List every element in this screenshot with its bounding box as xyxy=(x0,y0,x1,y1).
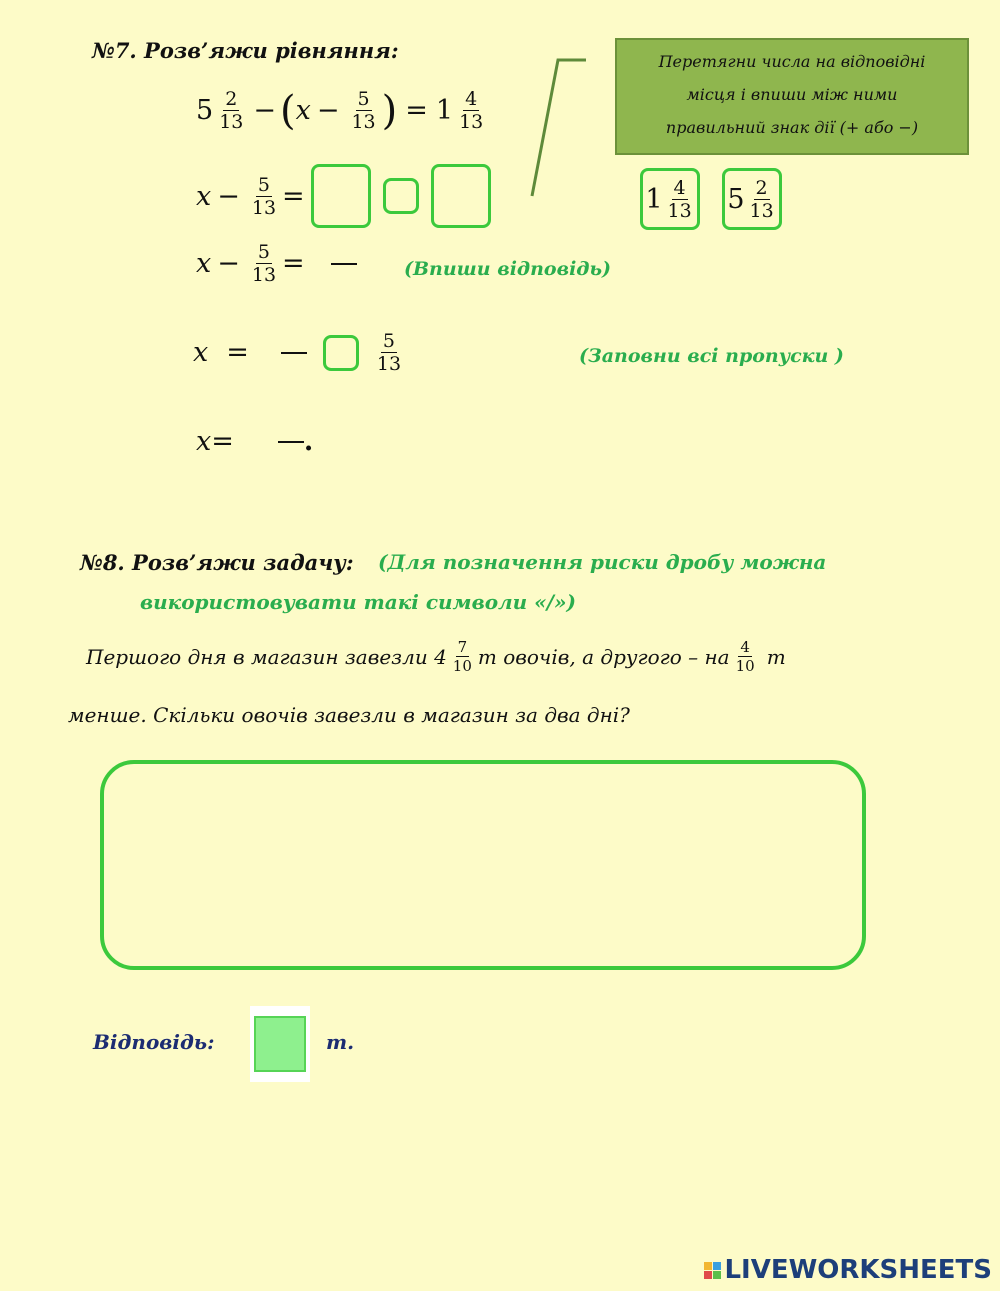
eq1-fraction-3: $\frac{4}{13}$ xyxy=(459,88,484,133)
task-line-1: Першого дня в магазин завезли 4 $\frac{7}{10}$ т овочів, а другого – на $\frac{4}{10}$ т xyxy=(86,638,786,675)
eq4-fraction: $\frac{5}{13}$ xyxy=(376,330,402,375)
equation-2: x − $\frac{5}{13}$ = xyxy=(196,164,491,228)
drag-tile-1-4-13[interactable]: 1 $\frac{4}{13}$ xyxy=(640,168,700,230)
eq2-fraction: $\frac{5}{13}$ xyxy=(251,173,277,219)
answer-input[interactable] xyxy=(250,1006,310,1082)
equation-5: x = . xyxy=(196,426,314,457)
instruction-box: Перетягни числа на відповідні місця і впиши між ними правильний знак дії (+ або −) xyxy=(615,38,969,155)
eq3-fraction: $\frac{5}{13}$ xyxy=(251,241,277,286)
answer-blank-eq3[interactable] xyxy=(331,263,357,265)
drop-box-left[interactable] xyxy=(311,164,371,228)
task-line-2: менше. Скільки овочів завезли в магазин за два дні? xyxy=(68,703,630,727)
task-fraction-2: $\frac{4}{10}$ xyxy=(735,638,755,675)
answer-blank-eq5[interactable] xyxy=(278,441,304,443)
ex7-title: №7. Розв’яжи рівняння: xyxy=(92,38,399,63)
liveworksheets-logo: LIVEWORKSHEETS xyxy=(704,1255,992,1285)
answer-blank-eq4[interactable] xyxy=(281,352,307,354)
ex8-title: №8. Розв’яжи задачу: xyxy=(80,550,354,575)
equation-3: x − $\frac{5}{13}$ = xyxy=(196,241,363,286)
answer-unit: т. xyxy=(326,1030,355,1054)
operator-input[interactable] xyxy=(383,178,419,214)
ex8-hint-line1: (Для позначення риски дробу можна xyxy=(378,550,827,574)
answer-label: Відповідь: xyxy=(93,1030,215,1054)
eq1-fraction-2: $\frac{5}{13}$ xyxy=(351,88,376,133)
answer-input-fill xyxy=(254,1016,306,1072)
drag-tile-5-2-13[interactable]: 5 $\frac{2}{13}$ xyxy=(722,168,782,230)
task-fraction-1: $\frac{7}{10}$ xyxy=(452,638,472,675)
eq1-whole: 5 xyxy=(196,95,214,126)
hint-write-answer: (Впиши відповідь) xyxy=(404,258,612,280)
drop-box-right[interactable] xyxy=(431,164,491,228)
hint-fill-all: (Заповни всі пропуски ) xyxy=(579,345,844,367)
ex8-hint-line2: використовувати такі символи «/») xyxy=(140,590,576,614)
logo-icon xyxy=(704,1262,721,1279)
bracket-connector xyxy=(528,56,590,200)
equation-1: 5 $\frac{2}{13}$ − ( x − $\frac{5}{13}$ ) = 1 $\frac{4}{13}$ xyxy=(196,87,484,134)
eq1-fraction-1: $\frac{2}{13}$ xyxy=(219,88,244,133)
solution-textarea[interactable] xyxy=(100,760,866,970)
operator-input-eq4[interactable] xyxy=(323,335,359,371)
equation-4: x = $\frac{5}{13}$ xyxy=(193,330,402,375)
